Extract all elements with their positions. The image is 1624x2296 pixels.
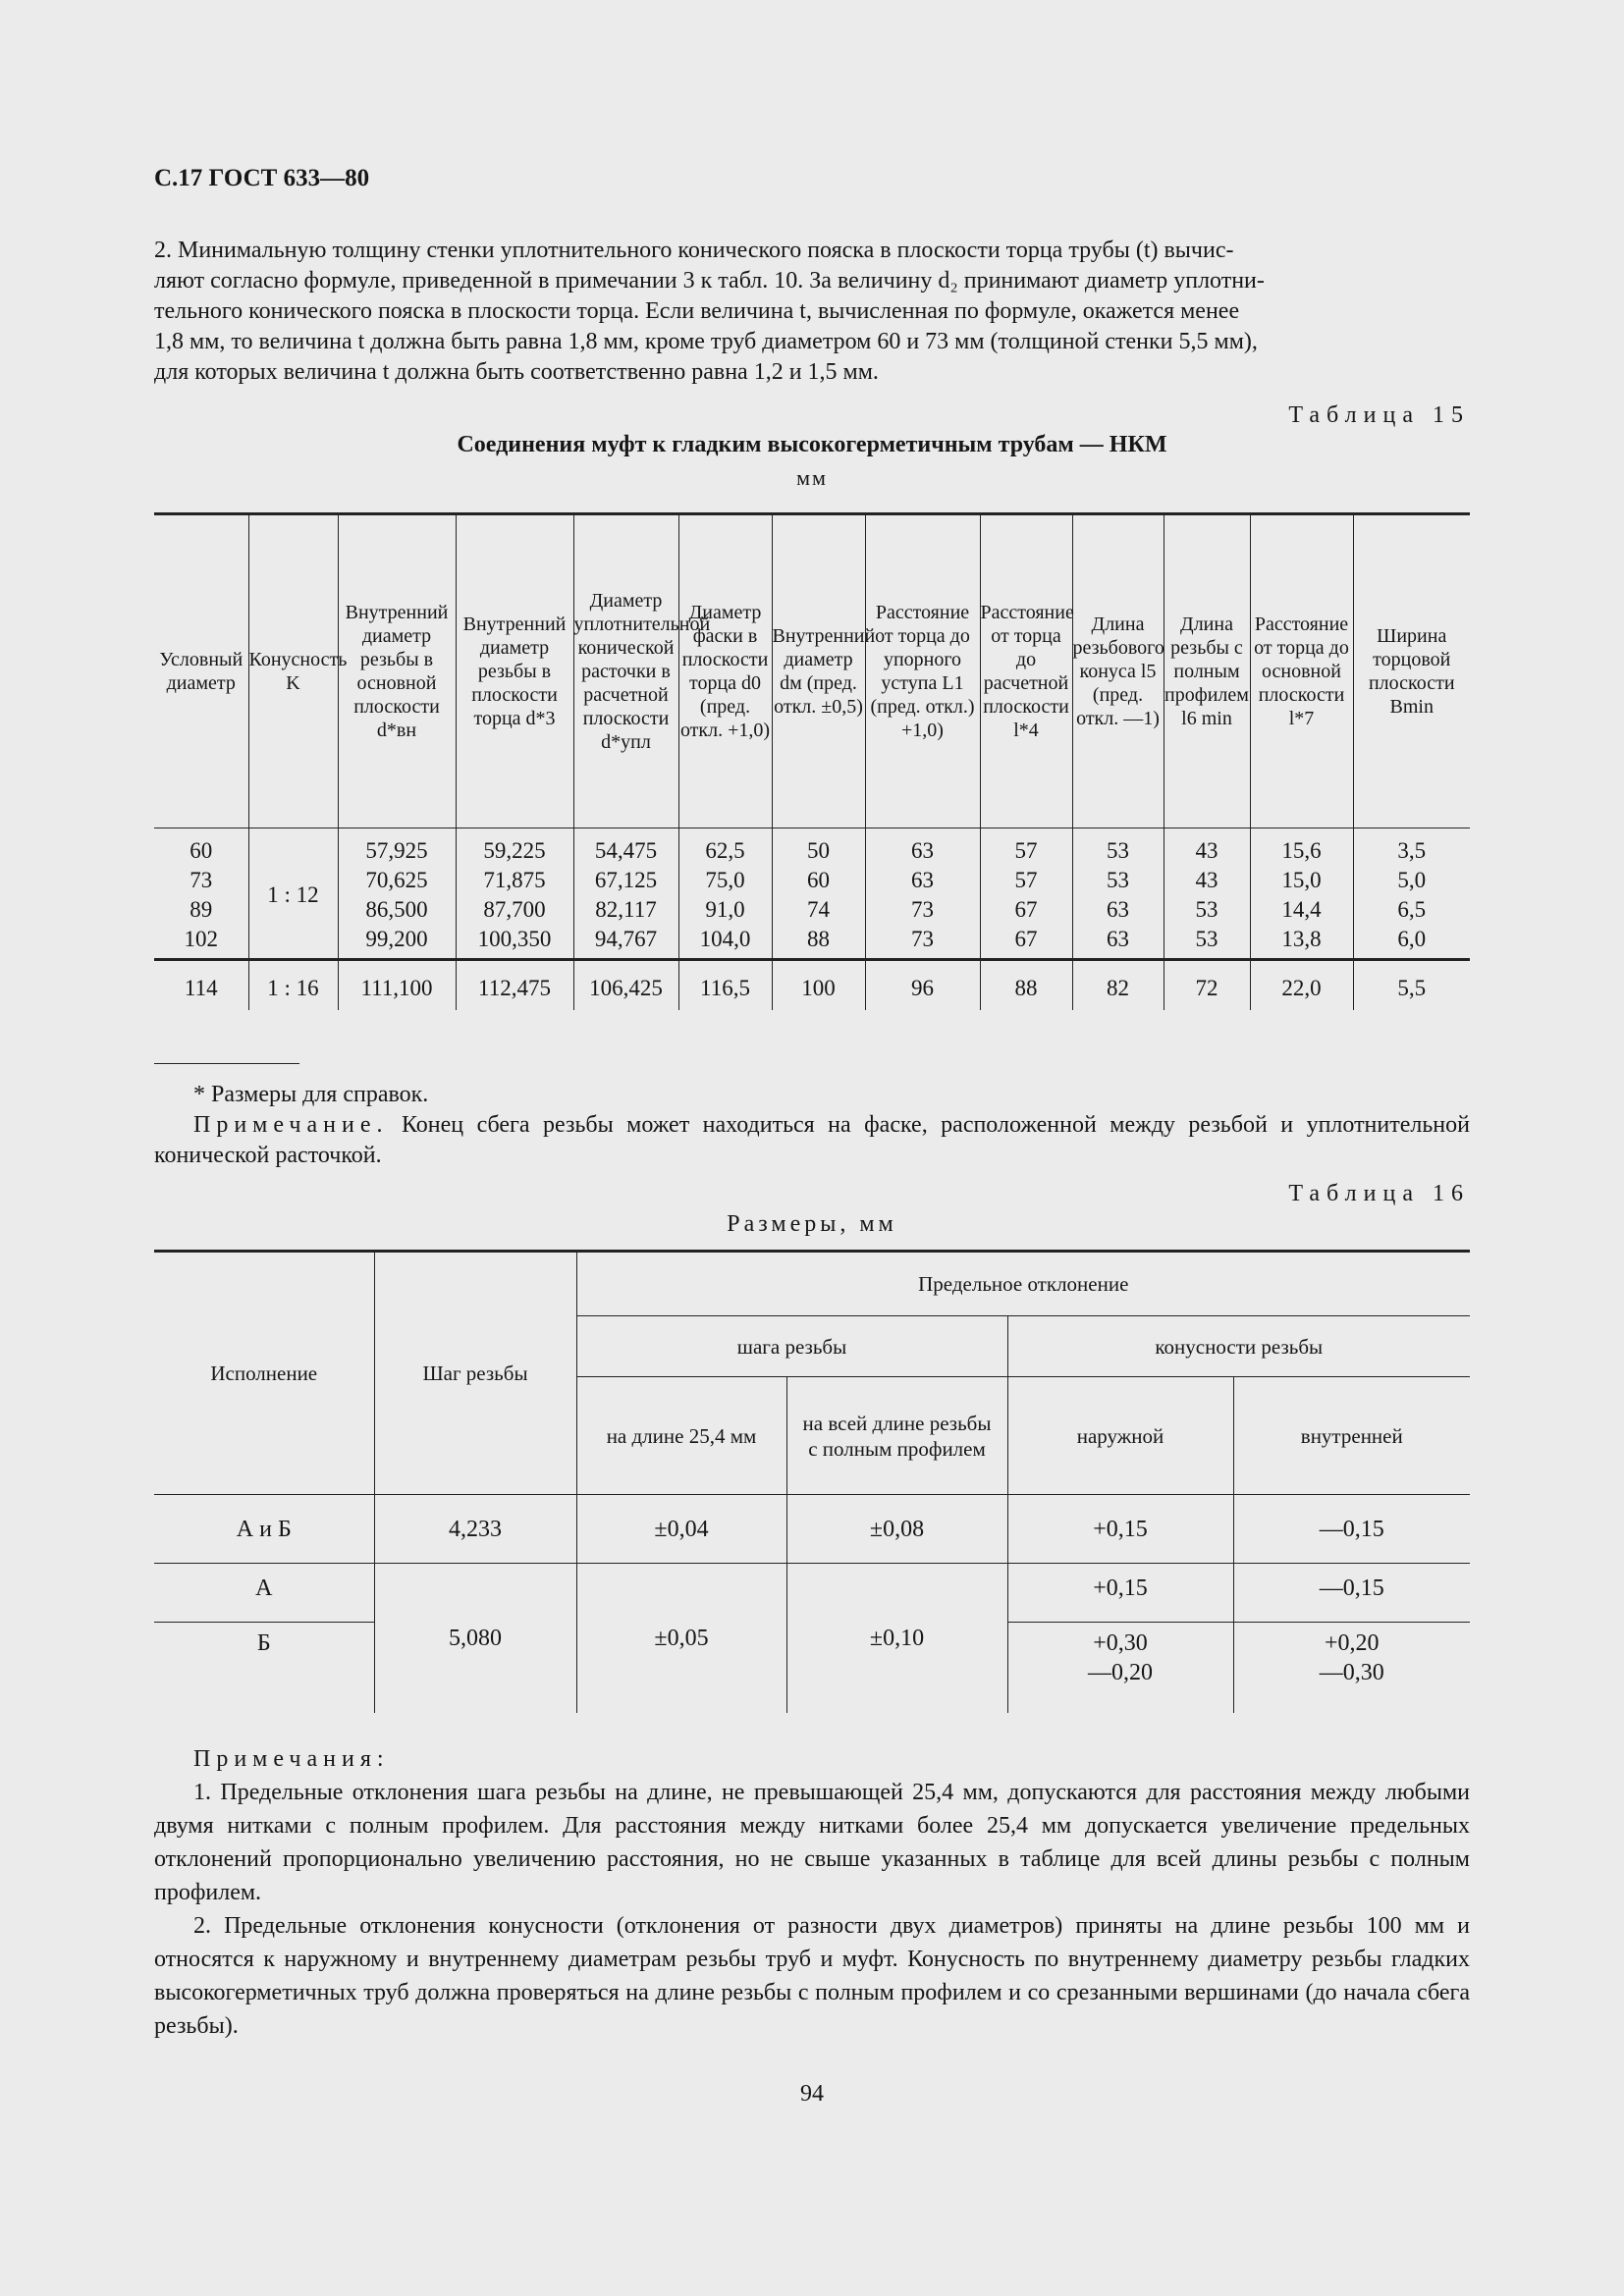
t15-g1-value: 59,225	[483, 838, 546, 863]
t16-cell: А	[154, 1564, 374, 1623]
t15-g2-cell: 88	[980, 960, 1072, 1011]
t16-h-len254: на длине 25,4 мм	[576, 1377, 786, 1495]
page-header: С.17 ГОСТ 633—80	[154, 165, 370, 191]
t15-h-l6: Длина резьбы с полным профилем l6 min	[1164, 514, 1250, 828]
intro-line: 1,8 мм, то величина t должна быть равна 1,8 мм, кроме труб диаметром 60 и 73 мм (толщиной стенки 5,5 мм),	[154, 329, 1258, 354]
t15-h-d3: Внутренний диаметр резьбы в плоскости торца d*3	[456, 514, 573, 828]
t15-g1-value: 6,0	[1397, 927, 1427, 951]
t15-g1-col	[1353, 828, 1470, 960]
intro-line: тельного конического пояска в плоскости торца. Если величина t, вычисленная по формуле, окажется менее	[154, 298, 1240, 324]
t15-g1-value: 102	[184, 927, 218, 951]
t15-g1-value: 43	[1195, 838, 1218, 863]
t15-g1-value: 91,0	[705, 897, 745, 922]
t16-cell: Б	[154, 1623, 374, 1713]
t15-g1-value: 89	[189, 897, 213, 922]
t15-g1-col	[573, 828, 678, 960]
t15-g1-value: 53	[1107, 838, 1129, 863]
t15-g2-cell: 116,5	[678, 960, 772, 1011]
t16-cell: ±0,04	[576, 1495, 786, 1564]
t16-cell: А и Б	[154, 1495, 374, 1564]
table15-unit: мм	[796, 465, 828, 490]
t15-g1-value: 73	[911, 897, 934, 922]
t16-h-outer: наружной	[1007, 1377, 1233, 1495]
t15-g1-col	[338, 828, 456, 960]
t15-h-dvn: Внутренний диаметр резьбы в основной плоскости d*вн	[338, 514, 456, 828]
intro-line: ляют согласно формуле, приведенной в примечании 3 к табл. 10. За величину d₂ принимают диаметр уплотни-	[154, 268, 1265, 294]
t15-g1-value: 74	[807, 897, 830, 922]
intro-paragraph	[154, 236, 1470, 388]
t16-header-row1	[154, 1252, 1470, 1316]
t15-h-l7: Расстояние от торца до основной плоскости l*7	[1250, 514, 1353, 828]
t16-cell: 5,080	[374, 1564, 576, 1713]
t15-g1-value: 50	[807, 838, 830, 863]
t15-g1-value: 73	[911, 927, 934, 951]
t15-g1-value: 13,8	[1281, 927, 1322, 951]
t16-cell: +0,15	[1007, 1564, 1233, 1623]
table16-unit: Размеры, мм	[727, 1211, 897, 1237]
t15-g1-col	[1250, 828, 1353, 960]
t15-g1-value: 57	[1014, 838, 1038, 863]
t16-h-inner: внутренней	[1233, 1377, 1470, 1495]
t15-g1-col	[456, 828, 573, 960]
note15-label: Примечание.	[193, 1112, 389, 1138]
t15-g1-value: 63	[911, 868, 934, 892]
t16-b-inner-minus: —0,30	[1319, 1660, 1384, 1685]
t15-h-d0: Диаметр фаски в плоскости торца d0 (пред. откл. +1,0)	[678, 514, 772, 828]
t15-g2-cell: 1 : 16	[248, 960, 338, 1011]
t15-h-L1: Расстояние от торца до упорного уступа L1 (пред. откл.) +1,0)	[865, 514, 980, 828]
intro-line: для которых величина t должна быть соответственно равна 1,2 и 1,5 мм.	[154, 359, 879, 385]
t16-h-version: Исполнение	[154, 1252, 374, 1495]
t15-g1-col	[772, 828, 865, 960]
t16-cell: ±0,10	[786, 1564, 1007, 1713]
t16-cell: —0,15	[1233, 1495, 1470, 1564]
t15-g1-value: 60	[189, 838, 213, 863]
table16	[154, 1250, 1470, 1713]
t15-g1-value: 53	[1195, 897, 1218, 922]
t16-b-outer-minus: —0,20	[1088, 1660, 1153, 1685]
t15-g1-value: 60	[807, 868, 830, 892]
t15-g1-value: 63	[1107, 927, 1129, 951]
t15-g1-value: 54,475	[594, 838, 658, 863]
t15-g1-value: 5,0	[1397, 868, 1427, 892]
t15-g1-col	[154, 828, 248, 960]
t15-g1-value: 43	[1195, 868, 1218, 892]
t15-h-dupl: Диаметр уплотнительной конической расточки в расчетной плоскости d*упл	[573, 514, 678, 828]
table15-group1-row	[154, 828, 1470, 960]
t15-g1-value: 67	[1014, 927, 1038, 951]
t15-g1-value: 73	[189, 868, 213, 892]
notes16-note1: 1. Предельные отклонения шага резьбы на длине, не превышающей 25,4 мм, допускаются для расстояния между любыми двумя нитками с полным профилем. Для расстояния между нитками более 25,4 мм допускается увеличение предельных отклонений пропорционально увеличению расстояния, но не свыше указанных в таблице для всей длины резьбы с полным профилем.	[154, 1780, 1470, 1905]
footnote: * Размеры для справок.	[193, 1082, 429, 1107]
t15-g1-value: 94,767	[594, 927, 658, 951]
t15-g1-value: 87,700	[483, 897, 546, 922]
footnote-divider	[154, 1063, 299, 1064]
t15-g2-cell: 82	[1072, 960, 1164, 1011]
t15-g2-cell: 96	[865, 960, 980, 1011]
t15-g1-value: 99,200	[365, 927, 428, 951]
t15-g1-value: 100,350	[477, 927, 552, 951]
note15	[154, 1110, 1470, 1171]
t15-g1-value: 15,6	[1281, 838, 1322, 863]
t15-g1-value: 70,625	[365, 868, 428, 892]
t15-g2-cell: 114	[154, 960, 248, 1011]
t15-g1-value: 15,0	[1281, 868, 1322, 892]
t16-cell: +0,15	[1007, 1495, 1233, 1564]
t15-h-conicity: Конусность K	[248, 514, 338, 828]
t15-g1-col	[865, 828, 980, 960]
t15-g1-conicity: 1 : 12	[248, 828, 338, 960]
t15-g1-value: 53	[1107, 868, 1129, 892]
t15-g1-value: 67	[1014, 897, 1038, 922]
t15-h-dm: Внутренний диаметр dм (пред. откл. ±0,5)	[772, 514, 865, 828]
t15-g1-value: 57	[1014, 868, 1038, 892]
table16-label: Таблица 16	[1288, 1181, 1470, 1206]
t15-g2-cell: 72	[1164, 960, 1250, 1011]
t15-g1-value: 62,5	[705, 838, 745, 863]
page-number: 94	[800, 2081, 824, 2107]
t15-g1-col	[1072, 828, 1164, 960]
t16-h-limit: Предельное отклонение	[576, 1252, 1470, 1316]
intro-line: 2. Минимальную толщину стенки уплотнительного конического пояска в плоскости торца трубы (t) вычис-	[154, 238, 1234, 263]
t16-b-outer-plus: +0,30	[1093, 1630, 1148, 1656]
t15-h-diameter: Условный диаметр	[154, 514, 248, 828]
notes16-label	[193, 1744, 1470, 1775]
t16-cell: 4,233	[374, 1495, 576, 1564]
t15-g1-value: 3,5	[1397, 838, 1427, 863]
t15-g1-value: 57,925	[365, 838, 428, 863]
t15-h-l5: Длина резьбового конуса l5 (пред. откл. —1)	[1072, 514, 1164, 828]
notes16-label-text: Примечания:	[193, 1746, 390, 1772]
notes16-note2: 2. Предельные отклонения конусности (отклонения от разности двух диаметров) приняты на длине резьбы 100 мм и относятся к наружному и внутреннему диаметрам резьбы труб и муфт. Конусность по внутреннему диаметру резьбы гладких высокогерметичных труб должна проверяться на длине резьбы с полным профилем и со срезанными вершинами (до начала сбега резьбы).	[154, 1913, 1470, 2039]
note15-text: Конец сбега резьбы может находиться на фаске, расположенной между резьбой и уплотнительной конической расточкой.	[154, 1112, 1470, 1168]
t16-row-ab	[154, 1495, 1470, 1564]
t15-g1-col	[1164, 828, 1250, 960]
t16-row-a	[154, 1564, 1470, 1623]
t16-cell-multi	[1233, 1623, 1470, 1713]
t15-h-l4: Расстояние от торца до расчетной плоскости l*4	[980, 514, 1072, 828]
t16-h-taper-dev: конусности резьбы	[1007, 1316, 1470, 1377]
t15-g2-cell: 106,425	[573, 960, 678, 1011]
t15-g1-value: 86,500	[365, 897, 428, 922]
t16-b-inner-plus: +0,20	[1324, 1630, 1380, 1656]
t15-g1-value: 67,125	[594, 868, 658, 892]
t16-h-pitch: Шаг резьбы	[374, 1252, 576, 1495]
t15-g1-value: 6,5	[1397, 897, 1427, 922]
t15-g1-col	[678, 828, 772, 960]
t15-g1-value: 75,0	[705, 868, 745, 892]
t15-g2-cell: 100	[772, 960, 865, 1011]
t15-g1-value: 63	[911, 838, 934, 863]
t15-g2-cell: 22,0	[1250, 960, 1353, 1011]
table15-title: Соединения муфт к гладким высокогерметичным трубам — НКМ	[457, 432, 1167, 457]
table15-header-row	[154, 514, 1470, 828]
t16-h-pitch-dev: шага резьбы	[576, 1316, 1007, 1377]
t15-g1-value: 82,117	[595, 897, 657, 922]
t15-g1-value: 63	[1107, 897, 1129, 922]
t16-cell: ±0,08	[786, 1495, 1007, 1564]
t15-g1-value: 53	[1195, 927, 1218, 951]
t15-g1-value: 104,0	[699, 927, 751, 951]
t15-g2-cell: 112,475	[456, 960, 573, 1011]
t15-g2-cell: 111,100	[338, 960, 456, 1011]
table15-label: Таблица 15	[1288, 402, 1470, 428]
t15-g1-value: 14,4	[1281, 897, 1322, 922]
t15-g1-col	[980, 828, 1072, 960]
t15-g1-value: 71,875	[483, 868, 546, 892]
t16-cell-multi	[1007, 1623, 1233, 1713]
t16-h-full: на всей длине резьбы с полным профилем	[786, 1377, 1007, 1495]
t15-h-bmin: Ширина торцовой плоскости Bmin	[1353, 514, 1470, 828]
table15	[154, 512, 1470, 1010]
t15-g1-value: 88	[807, 927, 830, 951]
table15-group2-row	[154, 960, 1470, 1011]
t16-cell: ±0,05	[576, 1564, 786, 1713]
t15-g2-cell: 5,5	[1353, 960, 1470, 1011]
t16-cell: —0,15	[1233, 1564, 1470, 1623]
